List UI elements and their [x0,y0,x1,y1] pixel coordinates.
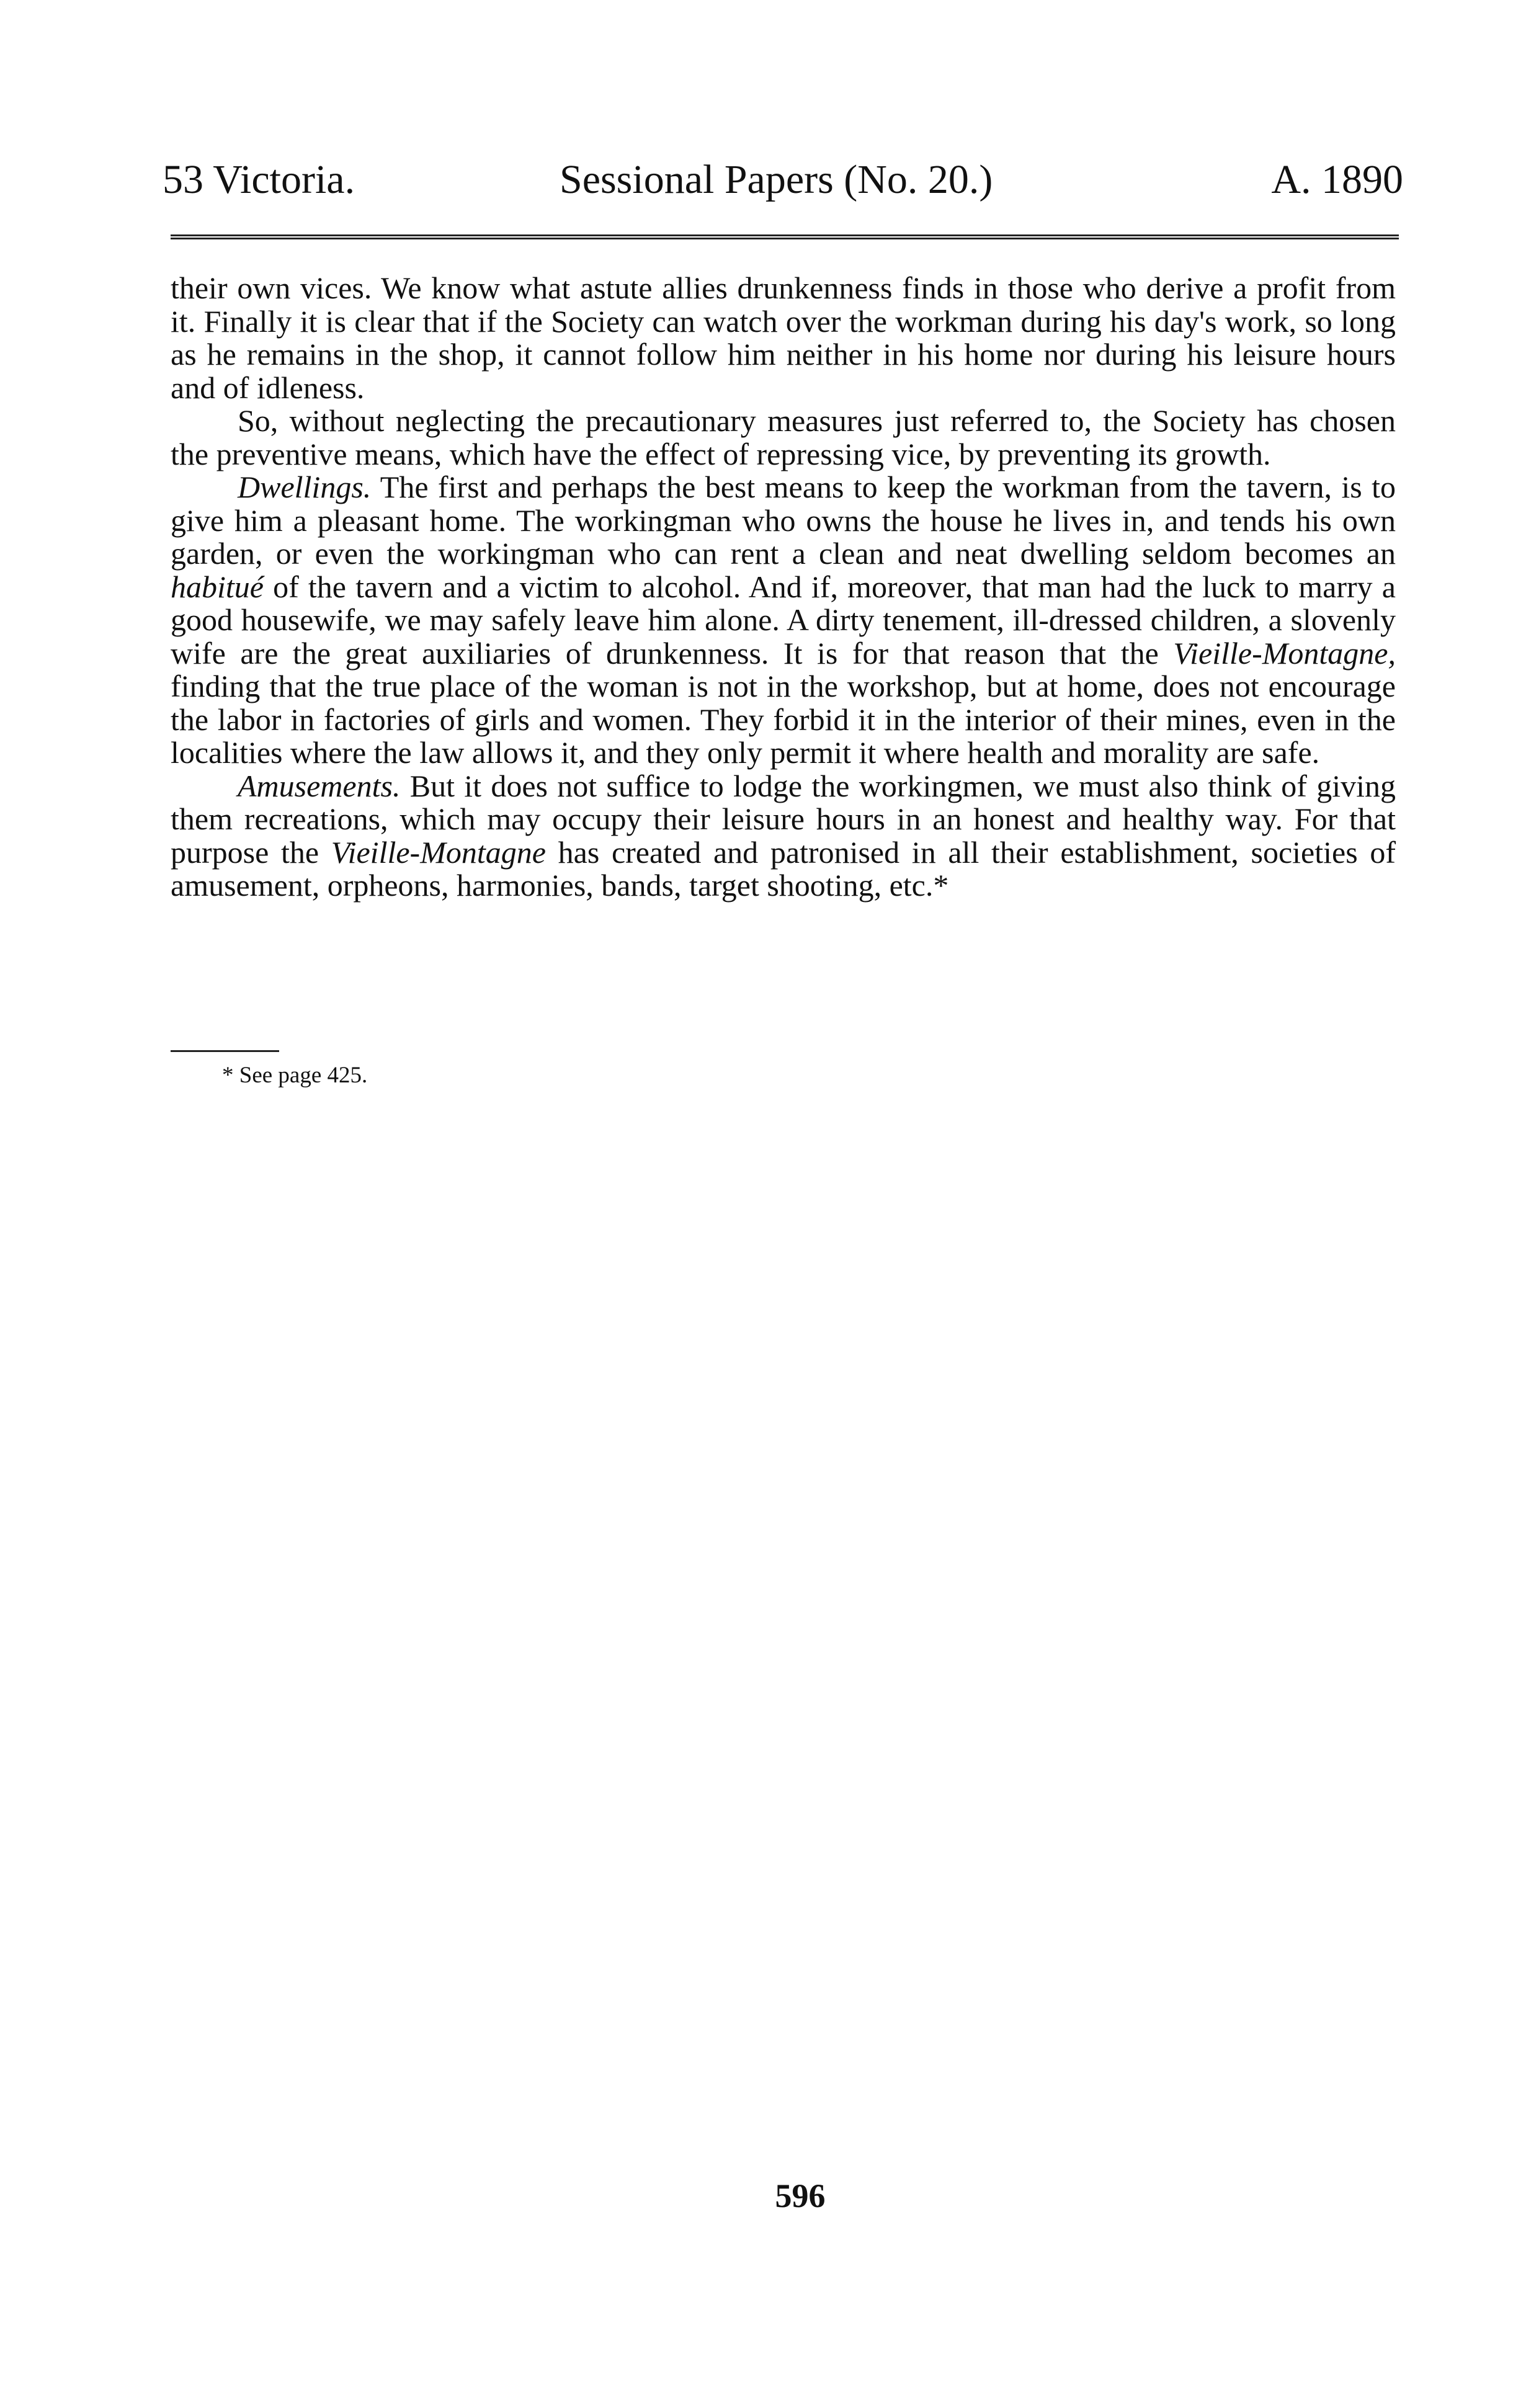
amusements-italic-vieille-montagne: Vieille-Montagne [331,834,546,870]
running-header [163,149,1403,211]
dwellings-italic-habitue: habitué [171,569,264,604]
paragraph-dwellings [171,471,1396,770]
amusements-text-2: has created and patronised in all their establishment, societies of amusement, orpheons, harmonies, bands, target shooting, etc.* [171,834,1396,903]
dwellings-italic-vieille-montagne: Vieille-Montagne, [1173,635,1396,671]
dwellings-text-2: of the tavern and a victim to alcohol. And if, moreover, that man had the luck to marry a good housewife, we may safely leave him alone. A dirty tenement, ill-dressed children, a slovenly wife are the great auxiliaries of drunkenness. It is for that reason that the [171,569,1396,671]
paragraph-continuation: their own vices. We know what astute allies drunkenness finds in those who derive a profit from it. Finally it is clear that if the Society can watch over the workman during his day's work, so long as he remains in the shop, it cannot follow him neither in his home nor during his leisure hours and of idleness. [171,270,1396,405]
amusements-heading: Amusements. [238,768,401,803]
dwellings-text-1: The first and perhaps the best means to keep the workman from the tavern, is to give him a pleasant home. The workingman who owns the house he lives in, and tends his own garden, or even the workingman who can rent a clean and neat dwelling seldom becomes an [171,470,1396,571]
header-year: A. 1890 [1271,157,1403,202]
paragraph-amusements [171,770,1396,903]
amusements-text-1: But it does not suffice to lodge the workingmen, we must also think of giving them recreations, which may occupy their leisure hours in an honest and healthy way. For that purpose the [171,768,1396,870]
dwellings-heading: Dwellings. [238,470,372,504]
header-publication: Sessional Papers (No. 20.) [560,157,993,202]
header-session: 53 Victoria. [163,157,355,202]
body-text [171,272,1396,903]
footnote: * See page 425. [222,1063,368,1088]
header-double-rule [171,234,1399,239]
paragraph-preventive-means: So, without neglecting the precautionary measures just referred to, the Society has chosen the preventive means, which have the effect of repressing vice, by preventing its growth. [171,403,1396,471]
dwellings-text-3: finding that the true place of the woman is not in the workshop, but at home, does not encourage the labor in factories of girls and women. They forbid it in the interior of their mines, even in the localities where the law allows it, and they only permit it where health and morality are safe. [171,669,1396,770]
page-number: 596 [775,2177,826,2214]
footnote-rule [171,1050,279,1052]
